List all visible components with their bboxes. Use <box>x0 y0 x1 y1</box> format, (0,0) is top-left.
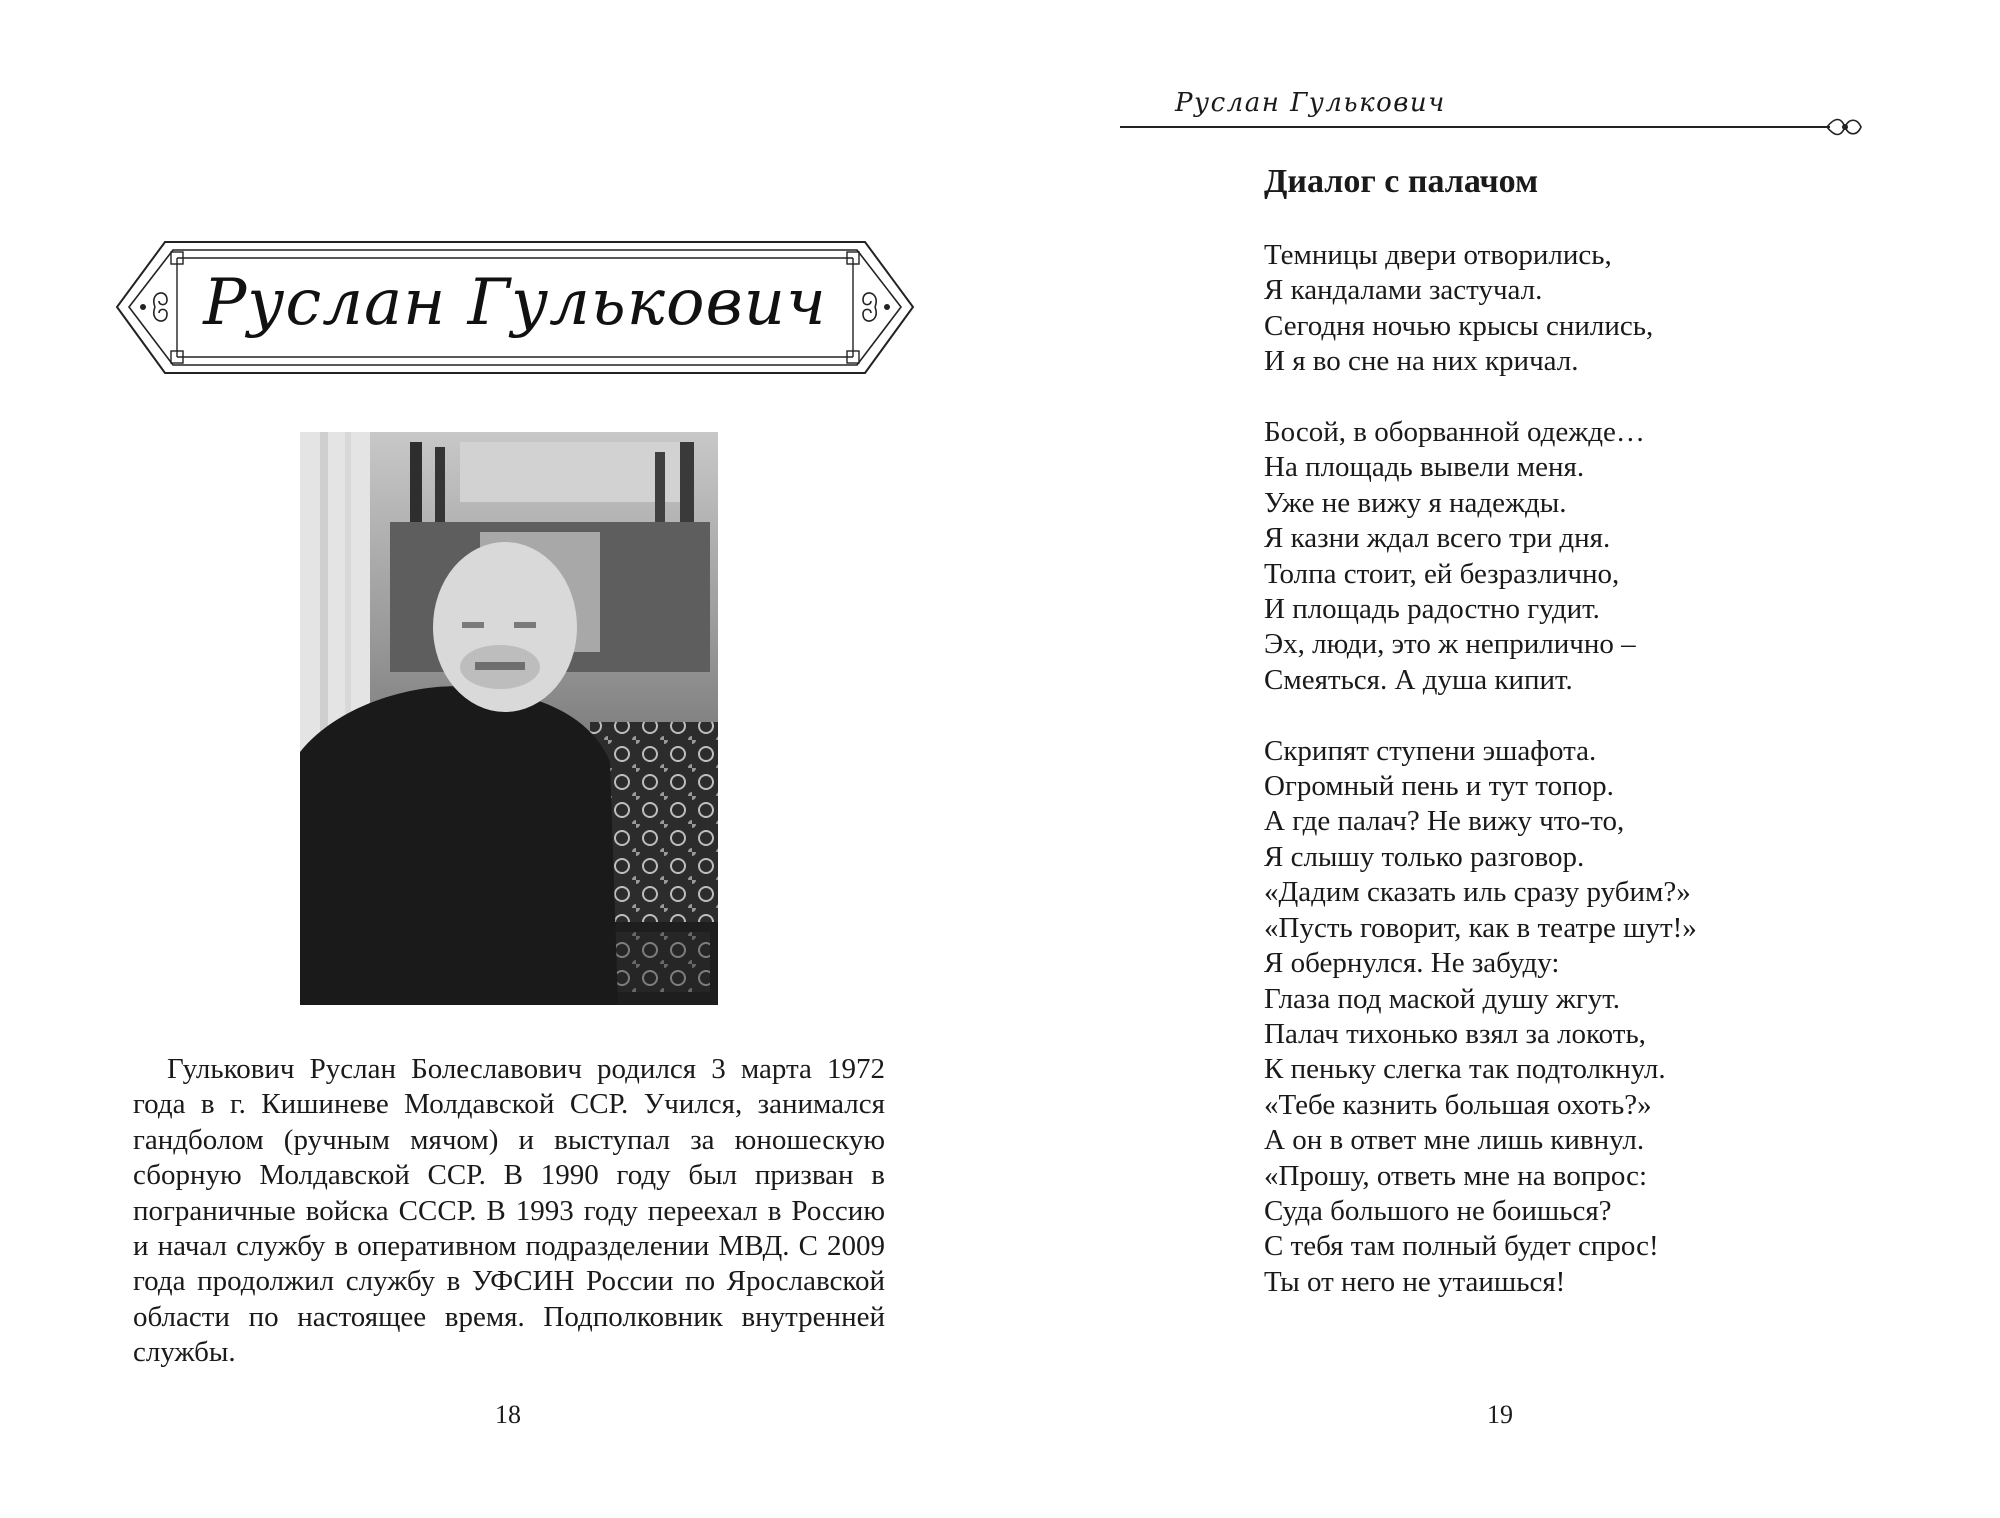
title-plaque <box>115 240 915 375</box>
author-name-title: Руслан Гулькович <box>203 266 827 340</box>
verse-line: Я слышу только разговор. <box>1264 840 1585 873</box>
verse-line: Темницы двери отворились, <box>1264 239 1612 271</box>
running-header: Руслан Гулькович <box>1175 88 1446 118</box>
poem-body <box>1264 238 1904 1336</box>
verse-line: «Дадим сказать иль сразу рубим?» <box>1264 876 1691 909</box>
verse-line: И площадь радостно гудит. <box>1264 593 1600 626</box>
verse-line: С тебя там полный будет спрос! <box>1264 1230 1659 1263</box>
verse-line: Толпа стоит, ей безразлично, <box>1264 557 1620 590</box>
header-rule <box>1120 112 1880 142</box>
right-page <box>1000 0 2000 1518</box>
author-biography: Гулькович Руслан Болеславович родился 3 марта 1972 года в г. Кишиневе Молдавской ССР. Учился, занимался гандболом (ручным мячом) и выступал за юношескую сборную Молдавской ССР. В 1990 году был призван в пограничные войска СССР. В 1993 году переехал в Россию и начал службу в оперативном подразделении МВД. С 2009 года продолжил службу в УФСИН России по Ярославской области по настоящее время. Подполковник внутренней службы. <box>133 1053 885 1369</box>
verse-line: А где палач? Не вижу что-то, <box>1264 805 1625 838</box>
verse-line: Я казни ждал всего три дня. <box>1264 522 1611 555</box>
verse-line: «Прошу, ответь мне на вопрос: <box>1264 1159 1648 1192</box>
verse-line: К пеньку слегка так подтолкнул. <box>1264 1053 1666 1086</box>
verse-line: Эх, люди, это ж неприлично – <box>1264 628 1636 661</box>
verse-line: Глаза под маской душу жгут. <box>1264 982 1620 1015</box>
verse-line: «Тебе казнить большая охоть?» <box>1264 1088 1652 1121</box>
verse-line: Смеяться. А душа кипит. <box>1264 663 1573 696</box>
verse-line: И я во сне на них кричал. <box>1264 345 1579 378</box>
stanza <box>1264 415 1904 698</box>
fleuron-icon <box>1825 112 1865 142</box>
verse-line: На площадь вывели меня. <box>1264 451 1585 484</box>
poem-title: Диалог с палачом <box>1264 163 1539 200</box>
verse-line: Сегодня ночью крысы снились, <box>1264 309 1654 342</box>
verse-line: Я кандалами застучал. <box>1264 274 1543 307</box>
verse-line: Босой, в оборванной одежде… <box>1264 416 1645 449</box>
verse-line: Палач тихонько взял за локоть, <box>1264 1017 1646 1050</box>
page-number-left: 18 <box>495 1400 521 1429</box>
verse-line: «Пусть говорит, как в театре шут!» <box>1264 911 1697 944</box>
page-number-right: 19 <box>1487 1400 1513 1429</box>
verse-line: Ты от него не утаишься! <box>1264 1265 1566 1298</box>
verse-line: Скрипят ступени эшафота. <box>1264 734 1597 767</box>
verse-line: А он в ответ мне лишь кивнул. <box>1264 1124 1645 1157</box>
author-photo <box>300 432 718 1005</box>
verse-line: Суда большого не боишься? <box>1264 1194 1612 1227</box>
stanza <box>1264 734 1904 1301</box>
stanza <box>1264 238 1904 380</box>
verse-line: Уже не вижу я надежды. <box>1264 486 1567 519</box>
verse-line: Огромный пень и тут топор. <box>1264 770 1614 803</box>
verse-line: Я обернулся. Не забуду: <box>1264 947 1560 980</box>
